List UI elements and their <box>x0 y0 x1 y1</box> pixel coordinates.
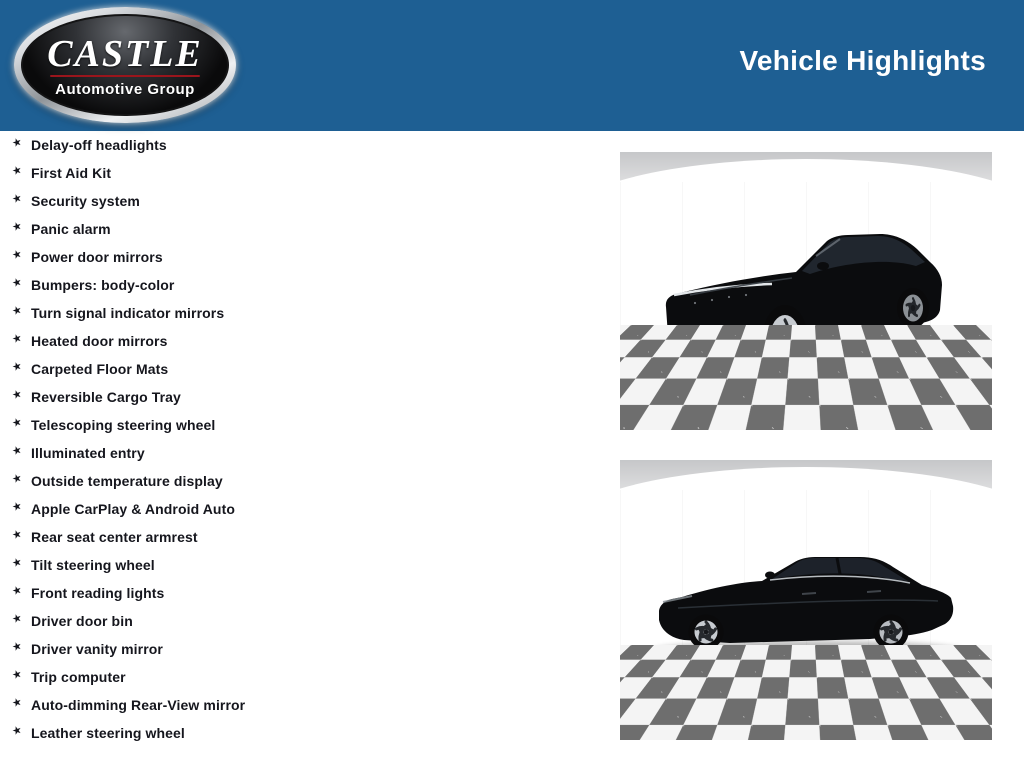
page-title: Vehicle Highlights <box>739 45 986 76</box>
feature-label: Delay-off headlights <box>31 137 167 153</box>
star-bullet-icon: ★ <box>10 527 24 542</box>
car-side-profile-illustration <box>620 460 992 740</box>
feature-item <box>10 411 245 439</box>
feature-label: Trip computer <box>31 669 126 685</box>
feature-item <box>10 523 245 551</box>
feature-item <box>10 299 245 327</box>
door-mirror <box>817 262 829 270</box>
feature-label: Outside temperature display <box>31 473 223 489</box>
feature-item <box>10 607 245 635</box>
feature-label: Illuminated entry <box>31 445 145 461</box>
feature-item <box>10 215 245 243</box>
feature-item <box>10 355 245 383</box>
feature-label: Security system <box>31 193 140 209</box>
rear-wheel <box>874 615 909 650</box>
feature-item <box>10 579 245 607</box>
feature-item <box>10 131 245 159</box>
star-bullet-icon: ★ <box>10 191 24 206</box>
door-mirror <box>765 572 775 579</box>
feature-label: Rear seat center armrest <box>31 529 198 545</box>
logo-tagline-text: Automotive Group <box>55 80 195 98</box>
vehicle-photo-side-profile <box>620 460 992 740</box>
feature-label: Carpeted Floor Mats <box>31 361 169 377</box>
star-bullet-icon: ★ <box>10 471 24 486</box>
feature-label: Apple CarPlay & Android Auto <box>31 501 235 517</box>
feature-label: First Aid Kit <box>31 165 112 181</box>
star-bullet-icon: ★ <box>10 387 24 402</box>
feature-item <box>10 187 245 215</box>
star-bullet-icon: ★ <box>10 723 24 738</box>
star-bullet-icon: ★ <box>10 611 24 626</box>
feature-item <box>10 327 245 355</box>
vehicle-photo-front-quarter <box>620 152 992 430</box>
feature-label: Driver vanity mirror <box>31 641 163 657</box>
star-bullet-icon: ★ <box>10 695 24 710</box>
castle-logo <box>14 7 236 123</box>
feature-label: Auto-dimming Rear-View mirror <box>31 697 246 713</box>
header <box>0 0 1024 131</box>
feature-label: Front reading lights <box>31 585 165 601</box>
star-bullet-icon: ★ <box>10 639 24 654</box>
star-bullet-icon: ★ <box>10 359 24 374</box>
feature-label: Heated door mirrors <box>31 333 168 349</box>
star-bullet-icon: ★ <box>10 135 24 150</box>
feature-item <box>10 439 245 467</box>
front-wheel <box>689 615 724 650</box>
star-bullet-icon: ★ <box>10 583 24 598</box>
features-list <box>10 131 245 747</box>
star-bullet-icon: ★ <box>10 443 24 458</box>
star-bullet-icon: ★ <box>10 247 24 262</box>
feature-item <box>10 159 245 187</box>
star-bullet-icon: ★ <box>10 275 24 290</box>
logo-brand-text: CASTLE <box>47 32 203 75</box>
feature-item <box>10 271 245 299</box>
feature-label: Bumpers: body-color <box>31 277 175 293</box>
star-bullet-icon: ★ <box>10 415 24 430</box>
feature-item <box>10 691 245 719</box>
feature-label: Telescoping steering wheel <box>31 417 216 433</box>
star-bullet-icon: ★ <box>10 667 24 682</box>
feature-label: Driver door bin <box>31 613 133 629</box>
feature-item <box>10 467 245 495</box>
feature-item <box>10 551 245 579</box>
rear-wheel <box>897 288 929 328</box>
feature-label: Tilt steering wheel <box>31 557 155 573</box>
feature-label: Power door mirrors <box>31 249 163 265</box>
star-bullet-icon: ★ <box>10 163 24 178</box>
feature-item <box>10 663 245 691</box>
feature-label: Leather steering wheel <box>31 725 185 741</box>
feature-label: Turn signal indicator mirrors <box>31 305 225 321</box>
feature-item <box>10 719 245 747</box>
castle-logo-oval <box>21 14 229 116</box>
star-bullet-icon: ★ <box>10 499 24 514</box>
feature-item <box>10 243 245 271</box>
star-bullet-icon: ★ <box>10 303 24 318</box>
star-bullet-icon: ★ <box>10 331 24 346</box>
star-bullet-icon: ★ <box>10 555 24 570</box>
feature-label: Reversible Cargo Tray <box>31 389 181 405</box>
feature-item <box>10 383 245 411</box>
feature-item <box>10 495 245 523</box>
logo-underline <box>50 75 200 77</box>
feature-label: Panic alarm <box>31 221 111 237</box>
star-bullet-icon: ★ <box>10 219 24 234</box>
feature-item <box>10 635 245 663</box>
car-front-quarter-illustration <box>620 152 992 430</box>
front-wheel <box>763 305 807 367</box>
